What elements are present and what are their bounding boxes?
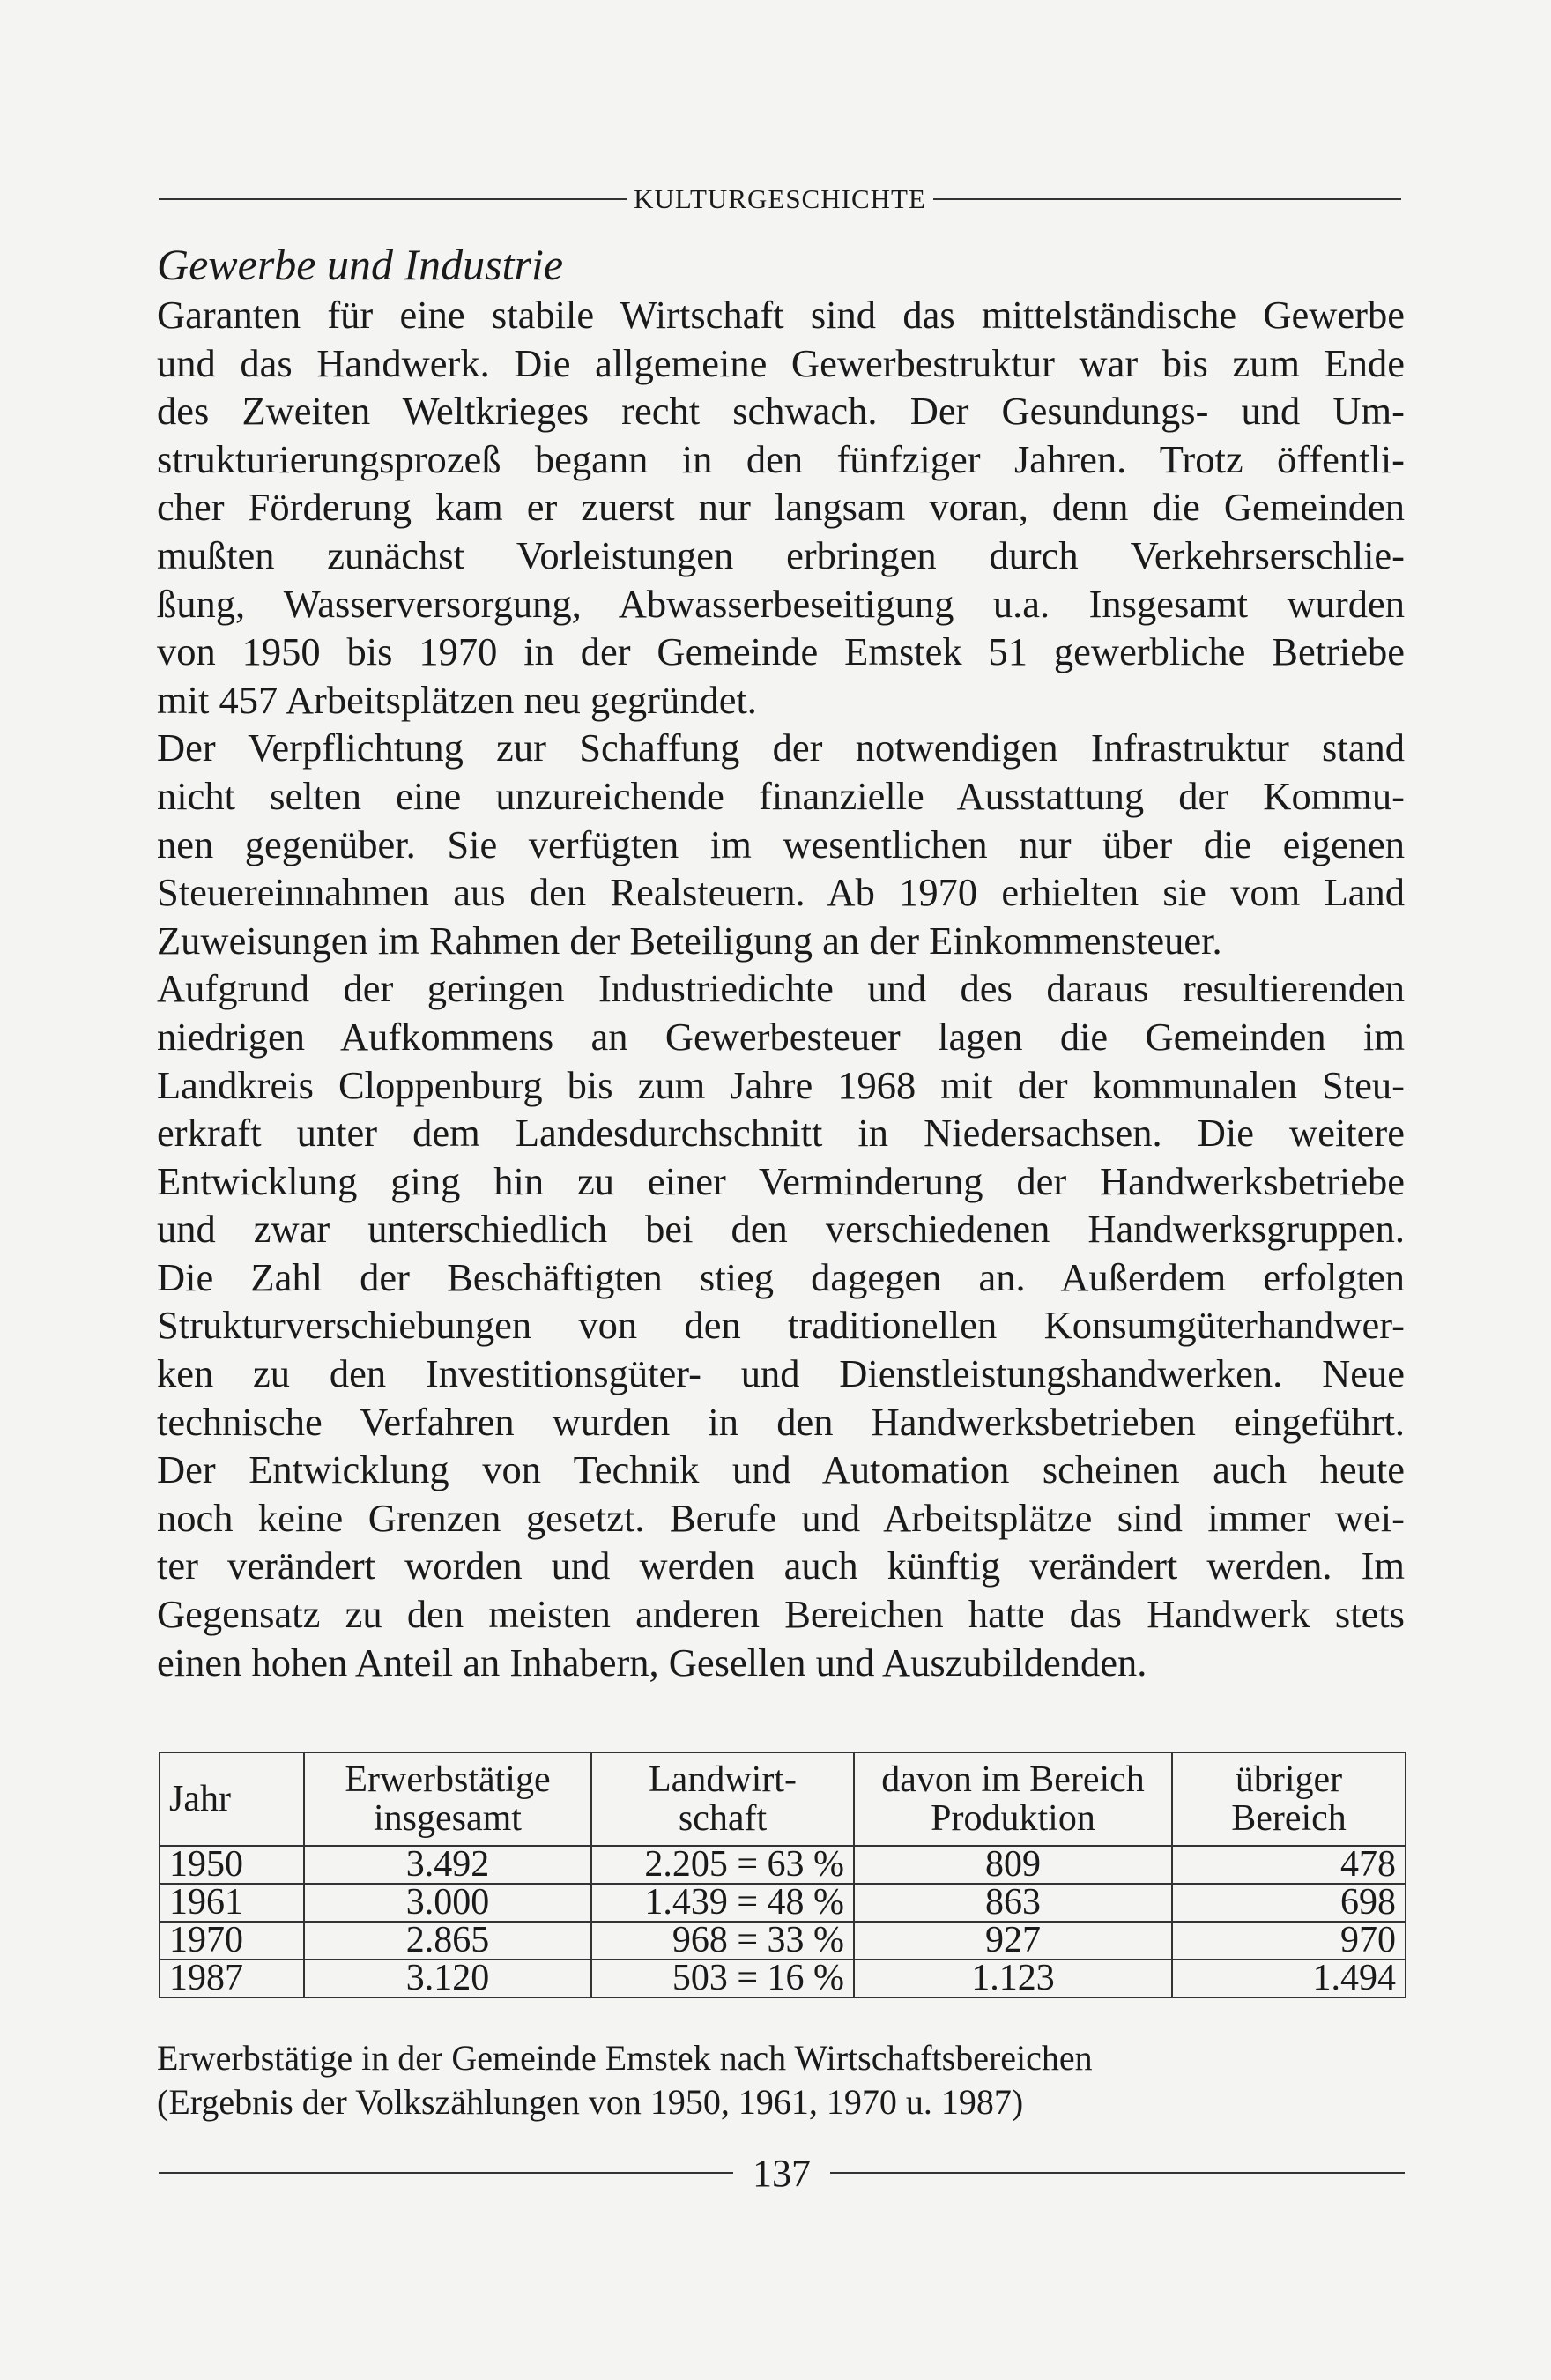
text-line: Zuweisungen im Rahmen der Beteiligung an der Einkommensteuer.	[157, 918, 1222, 963]
cell-jahr: 1970	[160, 1922, 304, 1960]
cell-erwerbstaetige: 2.865	[304, 1922, 591, 1960]
cell-landwirtschaft: 503 = 16 %	[591, 1960, 854, 1997]
caption-line: (Ergebnis der Volkszählungen von 1950, 1961, 1970 u. 1987)	[157, 2082, 1024, 2122]
employment-table	[159, 1752, 1406, 1998]
text-line: ßung, Wasserversorgung, Abwasserbeseitigung u.a. Insgesamt wurden	[157, 581, 1405, 626]
text-line: einen hohen Anteil an Inhabern, Gesellen und Auszubildenden.	[157, 1640, 1147, 1685]
text-line: cher Förderung kam er zuerst nur langsam voran, denn die Gemeinden	[157, 485, 1405, 530]
cell-uebriger-bereich: 970	[1172, 1922, 1406, 1960]
text-line: von 1950 bis 1970 in der Gemeinde Emstek 51 gewerbliche Betriebe	[157, 629, 1405, 674]
cell-jahr: 1987	[160, 1960, 304, 1997]
cell-erwerbstaetige: 3.120	[304, 1960, 591, 1997]
text-line: und das Handwerk. Die allgemeine Gewerbestruktur war bis zum Ende	[157, 340, 1405, 385]
cell-uebriger-bereich: 478	[1172, 1846, 1406, 1884]
cell-produktion: 809	[854, 1846, 1172, 1884]
text-line: mit 457 Arbeitsplätzen neu gegründet.	[157, 677, 757, 722]
text-line: Garanten für eine stabile Wirtschaft sind das mittelständische Gewerbe	[157, 293, 1405, 337]
text-line: mußten zunächst Vorleistungen erbringen durch Verkehrserschlie-	[157, 532, 1405, 577]
header-rule-left	[159, 198, 627, 200]
header-rule-right	[933, 198, 1401, 200]
cell-erwerbstaetige: 3.000	[304, 1884, 591, 1922]
cell-jahr: 1950	[160, 1846, 304, 1884]
header-produktion: davon im Bereich Produktion	[854, 1752, 1172, 1846]
header-jahr: Jahr	[160, 1752, 304, 1846]
text-line: Landkreis Cloppenburg bis zum Jahre 1968 mit der kommunalen Steu-	[157, 1062, 1405, 1107]
text-line: Steuereinnahmen aus den Realsteuern. Ab 1970 erhielten sie vom Land	[157, 870, 1405, 915]
table-row	[160, 1846, 1406, 1884]
cell-jahr: 1961	[160, 1884, 304, 1922]
header-erwerbstaetige: Erwerbstätige insgesamt	[304, 1752, 591, 1846]
cell-uebriger-bereich: 698	[1172, 1884, 1406, 1922]
cell-landwirtschaft: 1.439 = 48 %	[591, 1884, 854, 1922]
text-line: technische Verfahren wurden in den Handwerksbetrieben eingeführt.	[157, 1399, 1405, 1444]
text-line: ter verändert worden und werden auch künftig verändert werden. Im	[157, 1543, 1405, 1588]
header-uebriger-bereich: übriger Bereich	[1172, 1752, 1406, 1846]
section-heading: Gewerbe und Industrie	[157, 240, 564, 289]
footer-rule-right	[830, 2172, 1405, 2174]
cell-uebriger-bereich: 1.494	[1172, 1960, 1406, 1997]
header-landwirtschaft: Landwirt- schaft	[591, 1752, 854, 1846]
text-line: des Zweiten Weltkrieges recht schwach. Der Gesundungs- und Um-	[157, 389, 1405, 434]
text-line: niedrigen Aufkommens an Gewerbesteuer lagen die Gemeinden im	[157, 1014, 1405, 1059]
text-line: Entwicklung ging hin zu einer Verminderung der Handwerksbetriebe	[157, 1158, 1405, 1203]
cell-landwirtschaft: 2.205 = 63 %	[591, 1846, 854, 1884]
text-line: Gegensatz zu den meisten anderen Bereichen hatte das Handwerk stets	[157, 1592, 1405, 1637]
text-line: Strukturverschiebungen von den traditionellen Konsumgüterhandwer-	[157, 1303, 1405, 1348]
page-number: 137	[753, 2151, 811, 2195]
text-line: und zwar unterschiedlich bei den verschiedenen Handwerksgruppen.	[157, 1207, 1405, 1252]
text-line: strukturierungsprozeß begann in den fünfziger Jahren. Trotz öffentli-	[157, 436, 1405, 481]
table-row	[160, 1884, 1406, 1922]
text-line: Der Entwicklung von Technik und Automation scheinen auch heute	[157, 1447, 1405, 1492]
table-row	[160, 1960, 1406, 1997]
cell-erwerbstaetige: 3.492	[304, 1846, 591, 1884]
running-header	[159, 180, 1401, 219]
text-line: nen gegenüber. Sie verfügten im wesentlichen nur über die eigenen	[157, 822, 1405, 866]
text-line: erkraft unter dem Landesdurchschnitt in Niedersachsen. Die weitere	[157, 1111, 1405, 1156]
text-line: ken zu den Investitionsgüter- und Dienstleistungshandwerken. Neue	[157, 1351, 1405, 1396]
table-caption	[157, 2036, 1405, 2124]
table-header-row	[160, 1752, 1406, 1846]
text-line: Aufgrund der geringen Industriedichte und des daraus resultierenden	[157, 966, 1405, 1011]
cell-produktion: 1.123	[854, 1960, 1172, 1997]
body-text	[157, 291, 1405, 1686]
table-row	[160, 1922, 1406, 1960]
text-line: Die Zahl der Beschäftigten stieg dagegen an. Außerdem erfolgten	[157, 1254, 1405, 1299]
header-title: KULTURGESCHICHTE	[634, 183, 926, 214]
cell-produktion: 927	[854, 1922, 1172, 1960]
page-footer	[159, 2151, 1405, 2195]
cell-landwirtschaft: 968 = 33 %	[591, 1922, 854, 1960]
cell-produktion: 863	[854, 1884, 1172, 1922]
text-line: noch keine Grenzen gesetzt. Berufe und Arbeitsplätze sind immer wei-	[157, 1495, 1405, 1540]
text-line: nicht selten eine unzureichende finanzielle Ausstattung der Kommu-	[157, 773, 1405, 818]
text-line: Der Verpflichtung zur Schaffung der notwendigen Infrastruktur stand	[157, 725, 1405, 770]
footer-rule-left	[159, 2172, 733, 2174]
caption-line: Erwerbstätige in der Gemeinde Emstek nach Wirtschaftsbereichen	[157, 2038, 1093, 2078]
